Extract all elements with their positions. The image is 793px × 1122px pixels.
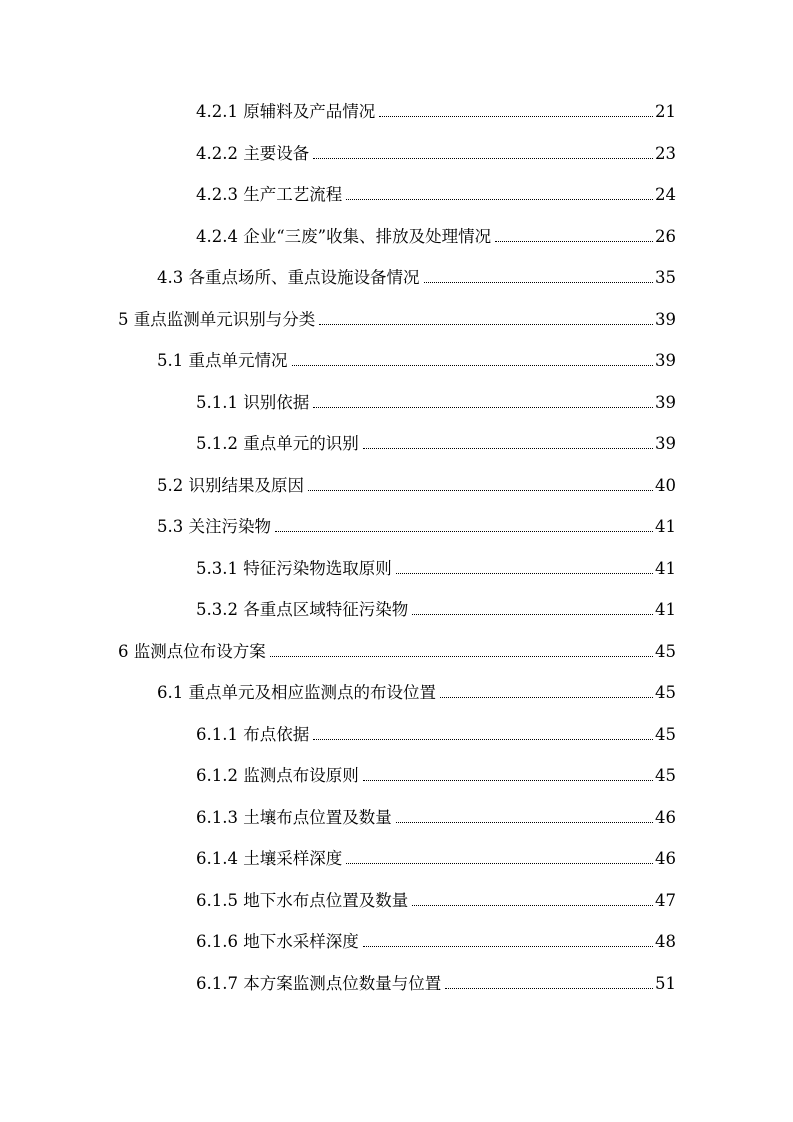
toc-entry-5-1[interactable]: [157, 345, 676, 371]
toc-entry-page: 23: [655, 143, 676, 163]
toc-entry-6-1-2[interactable]: [196, 760, 676, 786]
toc-dot-leader: [308, 490, 653, 491]
toc-entry-5-2[interactable]: [157, 470, 676, 496]
toc-entry-title: 5.3.2 各重点区域特征污染物: [196, 600, 409, 619]
toc-entry-page: 24: [655, 185, 676, 204]
toc-entry-page: 26: [655, 226, 676, 246]
toc-entry-page: 35: [655, 268, 676, 287]
toc-entry-title: 5.1.1 识别依据: [196, 392, 310, 412]
toc-dot-leader: [363, 448, 653, 449]
toc-dot-leader: [495, 241, 653, 242]
toc-entry-page: 41: [655, 600, 676, 619]
toc-entry-page: 46: [655, 849, 676, 868]
toc-dot-leader: [275, 531, 653, 532]
toc-entry-6-1-7[interactable]: [196, 968, 676, 994]
toc-dot-leader: [313, 739, 653, 740]
toc-entry-page: 48: [655, 932, 676, 951]
toc-dot-leader: [292, 365, 654, 366]
toc-entry-title: 5.3.1 特征污染物选取原则: [196, 558, 392, 578]
toc-dot-leader: [396, 822, 653, 823]
toc-entry-title: 6.1.7 本方案监测点位数量与位置: [196, 973, 442, 993]
toc-entry-6-1-6[interactable]: [196, 926, 676, 952]
toc-entry-title: 5 重点监测单元识别与分类: [118, 309, 316, 329]
toc-dot-leader: [412, 614, 653, 615]
toc-entry-page: 46: [655, 807, 676, 827]
toc-entry-title: 4.2.2 主要设备: [196, 143, 310, 163]
toc-entry-title: 6.1.3 土壤布点位置及数量: [196, 807, 392, 827]
toc-entry-page: 21: [655, 102, 676, 121]
toc-dot-leader: [313, 158, 653, 159]
toc-entry-5-1-1[interactable]: [196, 387, 676, 413]
toc-entry-title: 5.3 关注污染物: [157, 517, 271, 536]
toc-entry-title: 5.1.2 重点单元的识别: [196, 434, 359, 453]
toc-entry-5-3-1[interactable]: [196, 553, 676, 579]
toc-entry-4-2-1[interactable]: [196, 96, 676, 122]
toc-entry-5-3[interactable]: [157, 511, 676, 537]
toc-entry-6-1-3[interactable]: [196, 802, 676, 828]
toc-dot-leader: [396, 573, 653, 574]
toc-entry-5[interactable]: [118, 304, 676, 330]
toc-entry-6[interactable]: [118, 636, 676, 662]
toc-dot-leader: [440, 697, 653, 698]
toc-dot-leader: [424, 282, 654, 283]
toc-dot-leader: [270, 656, 653, 657]
toc-entry-6-1-5[interactable]: [196, 885, 676, 911]
toc-entry-4-2-2[interactable]: [196, 138, 676, 164]
toc-entry-title: 6.1.2 监测点布设原则: [196, 766, 359, 785]
toc-entry-page: 39: [655, 392, 676, 412]
toc-dot-leader: [363, 780, 653, 781]
toc-entry-page: 39: [655, 309, 676, 329]
toc-entry-4-2-4[interactable]: [196, 221, 676, 247]
toc-entry-title: 4.2.3 生产工艺流程: [196, 185, 343, 204]
toc-dot-leader: [363, 946, 653, 947]
toc-entry-title: 4.2.1 原辅料及产品情况: [196, 102, 376, 121]
toc-dot-leader: [319, 324, 653, 325]
toc-dot-leader: [346, 199, 653, 200]
toc-entry-title: 5.1 重点单元情况: [157, 351, 288, 370]
toc-entry-page: 51: [655, 973, 676, 993]
toc-entry-title: 6.1.6 地下水采样深度: [196, 932, 359, 951]
toc-entry-6-1-1[interactable]: [196, 719, 676, 745]
toc-dot-leader: [313, 407, 653, 408]
toc-entry-4-3[interactable]: [157, 262, 676, 288]
toc-entry-title: 4.3 各重点场所、重点设施设备情况: [157, 268, 420, 287]
toc-entry-page: 39: [655, 434, 676, 453]
toc-dot-leader: [412, 905, 653, 906]
toc-entry-title: 6.1.5 地下水布点位置及数量: [196, 890, 409, 910]
toc-entry-title: 6.1.1 布点依据: [196, 724, 310, 744]
toc-entry-title: 6 监测点位布设方案: [118, 641, 266, 661]
toc-entry-5-3-2[interactable]: [196, 594, 676, 620]
toc-entry-page: 40: [655, 475, 676, 495]
toc-entry-5-1-2[interactable]: [196, 428, 676, 454]
toc-entry-page: 45: [655, 683, 676, 702]
toc-entry-title: 5.2 识别结果及原因: [157, 475, 304, 495]
toc-entry-page: 45: [655, 724, 676, 744]
toc-dot-leader: [379, 116, 653, 117]
toc-entry-page: 45: [655, 766, 676, 785]
toc-entry-title: 4.2.4 企业“三废”收集、排放及处理情况: [196, 226, 492, 246]
toc-entry-6-1-4[interactable]: [196, 843, 676, 869]
toc-entry-page: 45: [655, 641, 676, 661]
toc-entry-4-2-3[interactable]: [196, 179, 676, 205]
toc-entry-page: 41: [655, 517, 676, 536]
toc-entry-6-1[interactable]: [157, 677, 676, 703]
toc-dot-leader: [445, 988, 653, 989]
toc-entry-page: 41: [655, 558, 676, 578]
toc-entry-title: 6.1.4 土壤采样深度: [196, 849, 343, 868]
toc-entry-title: 6.1 重点单元及相应监测点的布设位置: [157, 683, 436, 702]
toc-entry-page: 39: [655, 351, 676, 370]
toc-dot-leader: [346, 863, 653, 864]
toc-entry-page: 47: [655, 890, 676, 910]
